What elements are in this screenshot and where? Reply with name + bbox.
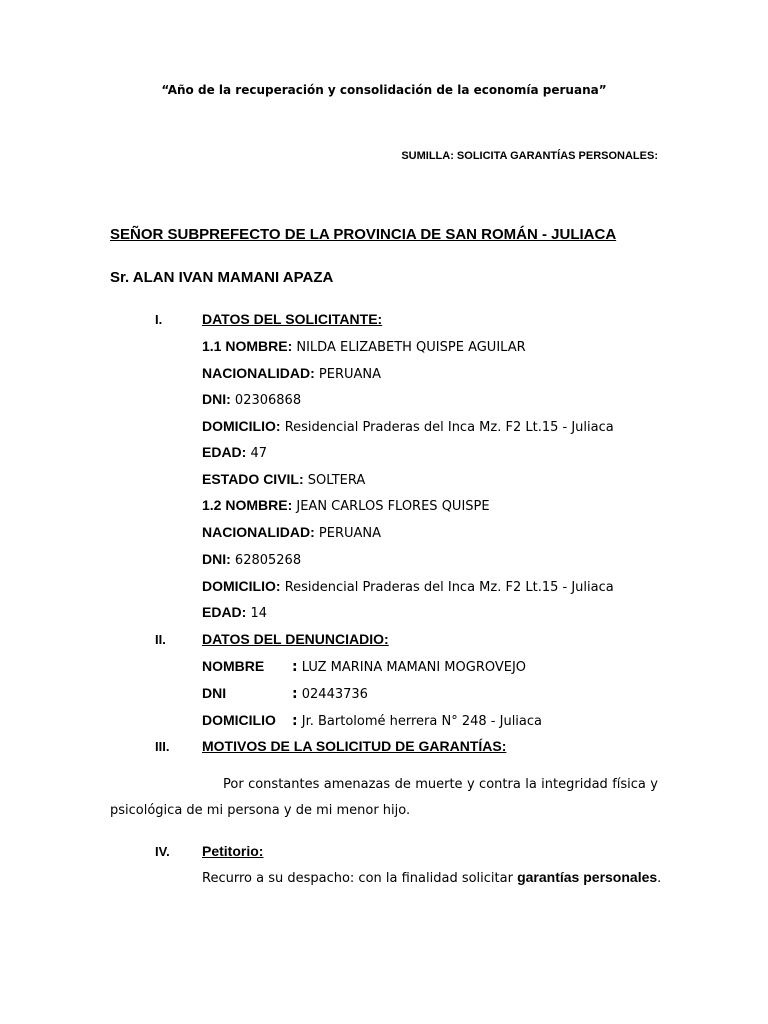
applicant-2-name — [202, 497, 490, 514]
field-value: Residencial Praderas del Inca Mz. F2 Lt.15 - Juliaca — [284, 420, 614, 435]
field-label: DNI: — [202, 551, 231, 567]
field-value: SOLTERA — [307, 473, 366, 488]
field-label: DNI — [202, 685, 227, 701]
applicant-2-dni — [202, 551, 301, 568]
section-1-number: I. — [155, 312, 163, 327]
field-value: PERUANA — [318, 367, 382, 382]
field-label: DNI: — [202, 391, 231, 407]
field-label: DOMICILIO: — [202, 578, 281, 594]
applicant-1-dni — [202, 391, 301, 408]
field-colon: : — [292, 659, 298, 675]
section-4-number: IV. — [155, 844, 170, 859]
field-label: 1.2 NOMBRE: — [202, 497, 293, 513]
field-value: 02443736 — [301, 687, 368, 702]
field-value: 14 — [250, 606, 268, 621]
field-label: NACIONALIDAD: — [202, 524, 315, 540]
petition-emphasis: garantías personales — [517, 869, 658, 885]
field-value: JEAN CARLOS FLORES QUISPE — [296, 499, 490, 514]
field-value: NILDA ELIZABETH QUISPE AGUILAR — [296, 340, 526, 355]
section-1-title: DATOS DEL SOLICITANTE: — [202, 311, 383, 327]
applicant-2-nationality — [202, 524, 381, 541]
field-label: DOMICILIO: — [202, 418, 281, 434]
field-value: Residencial Praderas del Inca Mz. F2 Lt.15 - Juliaca — [284, 580, 614, 595]
sumilla: SUMILLA: SOLICITA GARANTÍAS PERSONALES: — [401, 150, 658, 162]
reason-paragraph-line-1: Por constantes amenazas de muerte y contra la integridad física y — [223, 777, 658, 792]
accused-name — [202, 658, 526, 675]
section-4-title: Petitorio: — [202, 843, 264, 859]
field-value: 47 — [250, 446, 268, 461]
field-label: EDAD: — [202, 604, 247, 620]
field-label: NACIONALIDAD: — [202, 365, 315, 381]
field-value: 02306868 — [234, 393, 302, 408]
applicant-1-name — [202, 338, 526, 355]
field-label: 1.1 NOMBRE: — [202, 338, 293, 354]
field-value: PERUANA — [318, 526, 382, 541]
applicant-1-address — [202, 418, 614, 435]
applicant-2-age — [202, 604, 267, 621]
section-2-title: DATOS DEL DENUNCIADIO: — [202, 631, 389, 647]
document-motto: “Año de la recuperación y consolidación de la economía peruana” — [161, 83, 607, 97]
applicant-2-address — [202, 578, 614, 595]
petition-ending: . — [657, 871, 662, 886]
applicant-1-age — [202, 444, 267, 461]
accused-dni — [202, 685, 368, 702]
reason-paragraph-line-2: psicológica de mi persona y de mi menor hijo. — [110, 803, 411, 818]
applicant-1-civil-status — [202, 471, 365, 488]
petition-text-body: Recurro a su despacho: con la finalidad solicitar — [202, 871, 518, 886]
field-label: ESTADO CIVIL: — [202, 471, 304, 487]
section-3-number: III. — [155, 739, 170, 754]
field-colon: : — [292, 686, 298, 702]
field-value: 62805268 — [234, 553, 302, 568]
accused-address — [202, 712, 542, 729]
section-2-number: II. — [155, 632, 166, 647]
official-name: Sr. ALAN IVAN MAMANI APAZA — [110, 269, 334, 286]
field-value: Jr. Bartolomé herrera N° 248 - Juliaca — [301, 714, 542, 729]
petition-text — [202, 869, 661, 886]
addressee-heading: SEÑOR SUBPREFECTO DE LA PROVINCIA DE SAN ROMÁN - JULIACA — [110, 226, 617, 243]
field-label: DOMICILIO — [202, 712, 276, 728]
applicant-1-nationality — [202, 365, 381, 382]
field-label: EDAD: — [202, 444, 247, 460]
field-value: LUZ MARINA MAMANI MOGROVEJO — [301, 660, 527, 675]
field-label: NOMBRE — [202, 658, 265, 674]
section-3-title: MOTIVOS DE LA SOLICITUD DE GARANTÍAS: — [202, 738, 507, 754]
field-colon: : — [292, 713, 298, 729]
